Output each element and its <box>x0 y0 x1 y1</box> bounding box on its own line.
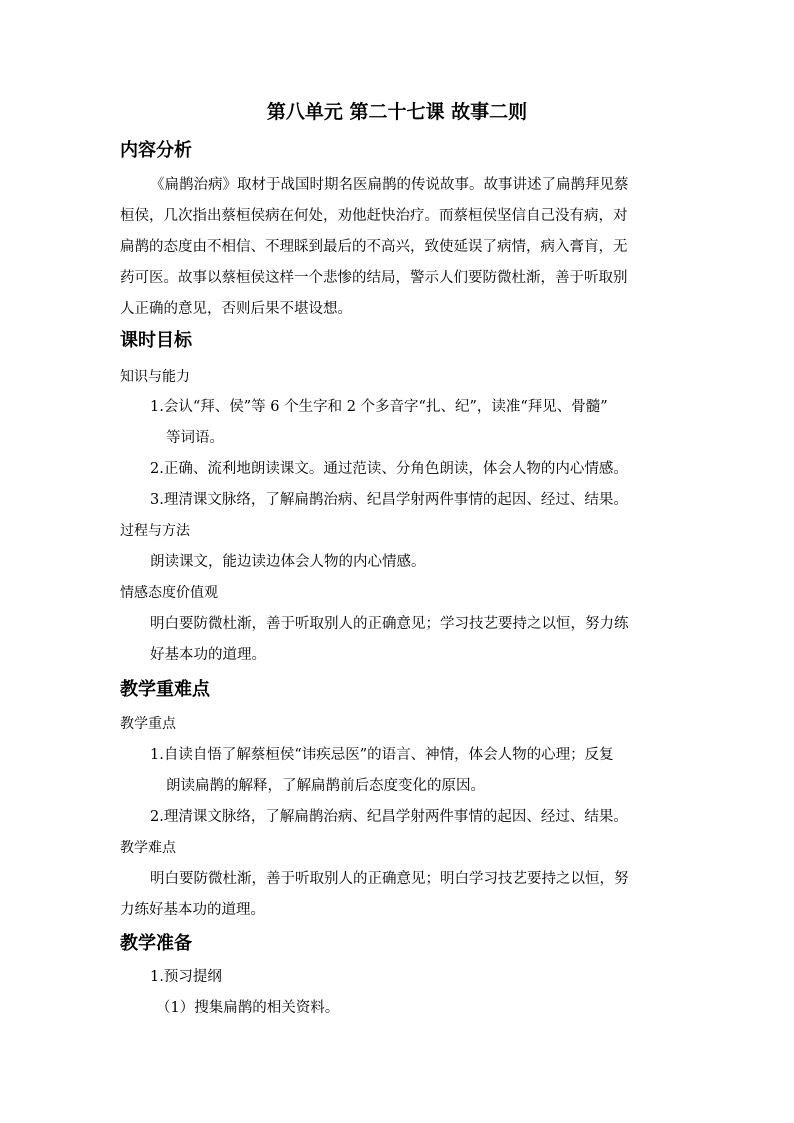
paragraph-line: 《扁鹊治病》取材于战国时期名医扁鹊的传说故事。故事讲述了扁鹊拜见蔡 <box>150 177 629 193</box>
list-item: 1.会认“拜、侯”等 6 个生字和 2 个多音字“扎、纪”，读准“拜见、骨髓” <box>150 399 608 415</box>
list-item: 1.自读自悟了解蔡桓侯“讳疾忌医”的语言、神情，体会人物的心理；反复 <box>150 747 614 763</box>
subheading-emotion: 情感态度价值观 <box>120 585 218 601</box>
list-item-continuation: 朗读扁鹊的解释，了解扁鹊前后态度变化的原因。 <box>166 778 485 794</box>
paragraph-line: 人正确的意见，否则后果不堪设想。 <box>120 301 352 317</box>
list-item: 2.理清课文脉络，了解扁鹊治病、纪昌学射两件事情的起因、经过、结果。 <box>150 809 628 825</box>
list-item: 1.预习提纲 <box>150 969 222 985</box>
paragraph-line: 明白要防微杜渐，善于听取别人的正确意见；明白学习技艺要持之以恒，努 <box>150 871 629 887</box>
heading-lesson-goals: 课时目标 <box>120 330 192 351</box>
page-title: 第八单元 第二十七课 故事二则 <box>266 101 528 123</box>
subheading-knowledge: 知识与能力 <box>120 369 190 385</box>
paragraph-line: 力练好基本功的道理。 <box>120 902 265 918</box>
list-item: （1）搜集扁鹊的相关资料。 <box>156 1000 340 1016</box>
heading-keypoints: 教学重难点 <box>120 679 210 700</box>
paragraph-line: 扁鹊的态度由不相信、不理睬到最后的不高兴，致使延误了病情，病入膏肓，无 <box>120 239 628 255</box>
list-item: 3.理清课文脉络，了解扁鹊治病、纪昌学射两件事情的起因、经过、结果。 <box>150 492 628 508</box>
heading-preparation: 教学准备 <box>120 933 192 954</box>
list-item: 2.正确、流利地朗读课文。通过范读、分角色朗读，体会人物的内心情感。 <box>150 461 628 477</box>
paragraph-line: 明白要防微杜渐，善于听取别人的正确意见；学习技艺要持之以恒，努力练 <box>150 616 629 632</box>
subheading-focus: 教学重点 <box>120 716 176 732</box>
heading-content-analysis: 内容分析 <box>120 140 192 161</box>
paragraph-line: 桓侯，几次指出蔡桓侯病在何处，劝他赶快治疗。而蔡桓侯坚信自己没有病，对 <box>120 208 628 224</box>
paragraph-line: 朗读课文，能边读边体会人物的内心情感。 <box>150 554 426 570</box>
paragraph-line: 药可医。故事以蔡桓侯这样一个悲惨的结局，警示人们要防微杜渐，善于听取别 <box>120 270 628 286</box>
subheading-process: 过程与方法 <box>120 523 190 539</box>
paragraph-line: 好基本功的道理。 <box>150 647 266 663</box>
subheading-difficulty: 教学难点 <box>120 840 176 856</box>
list-item-continuation: 等词语。 <box>166 430 224 446</box>
